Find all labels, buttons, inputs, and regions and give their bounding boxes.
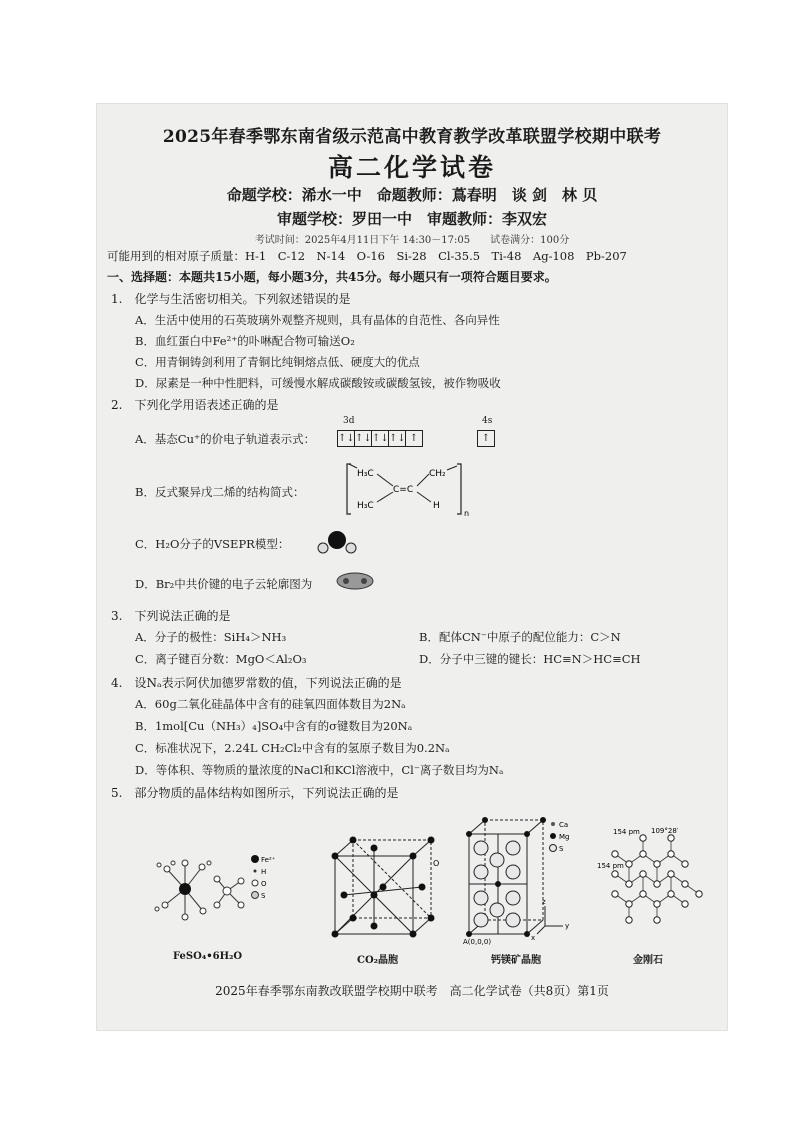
- left-bracket: [347, 464, 351, 514]
- axis-z-label: z: [542, 898, 546, 906]
- legend-fe-label: Fe²⁺: [261, 856, 276, 864]
- question-2-option-a: A．基态Cu⁺的价电子轨道表示式：: [135, 432, 316, 446]
- nucleus-dot: [361, 578, 367, 584]
- question-4-option-a: A．60g二氧化硅晶体中含有的硅氧四面体数目为2Nₐ: [135, 697, 406, 711]
- co2-o-label: O: [433, 859, 440, 868]
- oxygen-atom: [328, 531, 346, 549]
- question-1-option-b: B．血红蛋白中Fe²⁺的卟啉配合物可输送O₂: [135, 334, 355, 348]
- hydrogen-atom: [346, 543, 356, 553]
- fe-ion-atom: [179, 883, 191, 895]
- section-heading: 一、选择题：本题共15小题，每小题3分，共45分。每小题只有一项符合题目要求。: [107, 270, 557, 284]
- question-4-option-d: D．等体积、等物质的量浓度的NaCl和KCl溶液中，Cl⁻离子数目均为Nₐ: [135, 763, 504, 777]
- bond-angle-label: 109°28′: [651, 827, 679, 835]
- br2-electron-cloud-icon: [333, 570, 377, 592]
- bond-length-label-side: 154 pm: [597, 862, 624, 870]
- legend-s-dot: [550, 845, 557, 852]
- bond-line: [447, 466, 457, 470]
- caption-diamond: 金刚石: [633, 955, 663, 966]
- h-label: H: [433, 501, 440, 511]
- question-2-stem: 2. 下列化学用语表述正确的是: [111, 398, 279, 412]
- exam-time-score: 考试时间：2025年4月11日下午 14:30－17:05 试卷满分：100分: [254, 235, 570, 246]
- exam-series-title: 2025年春季鄂东南省级示范高中教育教学改革联盟学校期中联考: [162, 127, 662, 147]
- hydrogen-atom: [318, 543, 328, 553]
- question-2-option-c: C．H₂O分子的VSEPR模型：: [135, 537, 290, 551]
- question-2-option-d: D．Br₂中共价键的电子云轮廓图为: [135, 577, 313, 591]
- question-1-option-c: C．用青铜铸剑利用了青铜比纯铜熔点低、硬度大的优点: [135, 355, 420, 369]
- orbital-box: ↑↓: [355, 430, 372, 447]
- question-1-option-a: A．生活中使用的石英玻璃外观整齐规则，具有晶体的自范性、各向异性: [135, 313, 500, 327]
- orbital-box: ↑↓: [337, 430, 355, 447]
- ca-mg-ore-cell-figure: [461, 814, 591, 946]
- bond-line: [417, 474, 429, 486]
- question-5-stem: 5. 部分物质的晶体结构如图所示，下列说法正确的是: [111, 786, 399, 800]
- feso4-hydrate-figure: [147, 839, 277, 939]
- legend-o-label: O: [261, 880, 267, 888]
- orbital-box: ↑: [406, 430, 423, 447]
- question-4-option-c: C．标准状况下，2.24L CH₂Cl₂中含有的氢原子数目为0.2Nₐ: [135, 741, 450, 755]
- co2-unit-cell-figure: [325, 832, 445, 944]
- h2o-vsepr-model-icon: [313, 526, 363, 556]
- question-3-option-a: A．分子的极性：SiH₄＞NH₃: [135, 630, 287, 644]
- bond-length-label-top: 154 pm: [613, 828, 640, 836]
- legend-fe-dot: [251, 855, 259, 863]
- exam-page: [97, 104, 727, 1030]
- diamond-structure-figure: [595, 824, 713, 934]
- exam-subject-title: 高二化学试卷: [327, 153, 496, 182]
- atomic-masses: 可能用到的相对原子质量：H-1 C-12 N-14 O-16 Si-28 Cl-35.5 Ti-48 Ag-108 Pb-207: [107, 249, 627, 263]
- origin-a-label: A(0,0,0): [463, 938, 492, 946]
- h3c-top-label: H₃C: [357, 469, 374, 479]
- page-footer: 2025年春季鄂东南教改联盟学校期中联考 高二化学试卷（共8页）第1页: [215, 984, 609, 998]
- axis-y-label: y: [565, 922, 570, 930]
- axis-x-label: x: [531, 934, 536, 942]
- question-2-option-b: B．反式聚异戊二烯的结构简式：: [135, 485, 305, 499]
- question-3-option-c: C．离子键百分数：MgO＜Al₂O₃: [135, 652, 307, 666]
- right-bracket: [457, 464, 461, 514]
- question-4-option-b: B．1mol[Cu（NH₃）₄]SO₄中含有的σ键数目为20Nₐ: [135, 719, 413, 733]
- question-3-option-d: D．分子中三键的键长：HC≡N＞HC≡CH: [419, 652, 641, 666]
- caption-feso4: FeSO₄•6H₂O: [173, 951, 243, 962]
- repeat-n-label: n: [464, 509, 470, 518]
- legend-mg-label: Mg: [559, 833, 570, 841]
- legend-mg-dot: [550, 833, 556, 839]
- caption-ca-mg-ore: 钙镁矿晶胞: [491, 955, 541, 966]
- question-1-stem: 1. 化学与生活密切相关。下列叙述错误的是: [111, 292, 351, 306]
- cc-double-bond-label: C=C: [393, 485, 414, 495]
- trans-polyisoprene-structure: [345, 460, 475, 520]
- reviewer-info: 审题学校：罗田一中 审题教师：李双宏: [276, 210, 547, 228]
- legend-ca-dot: [551, 822, 555, 826]
- legend-ca-label: Ca: [559, 821, 569, 829]
- orbital-4s-label: 4s: [482, 416, 493, 426]
- legend-o-dot: [252, 880, 258, 886]
- bond-line: [377, 474, 393, 486]
- legend-h-label: H: [261, 868, 267, 876]
- legend-h-dot: [254, 870, 257, 873]
- caption-co2: CO₂晶胞: [357, 955, 399, 966]
- orbital-3d-label: 3d: [343, 416, 355, 426]
- question-4-stem: 4. 设Nₐ表示阿伏加德罗常数的值，下列说法正确的是: [111, 676, 402, 690]
- legend-s-dot: [252, 892, 259, 899]
- orbital-4s-box: [477, 430, 495, 447]
- question-3-stem: 3. 下列说法正确的是: [111, 609, 231, 623]
- question-1-option-d: D．尿素是一种中性肥料，可缓慢水解成碳酸铵或碳酸氢铵，被作物吸收: [135, 376, 501, 390]
- bond-line: [377, 492, 393, 502]
- orbital-box: ↑↓: [372, 430, 389, 447]
- setter-info: 命题学校：浠水一中 命题教师：蔦春明 谈 剑 林 贝: [226, 186, 598, 204]
- h3c-bottom-label: H₃C: [357, 501, 374, 511]
- question-3-option-b: B．配体CN⁻中原子的配位能力：C＞N: [419, 630, 621, 644]
- orbital-box: ↑↓: [389, 430, 406, 447]
- orbital-box: ↑: [477, 430, 495, 447]
- legend-s-label: S: [261, 892, 266, 900]
- nucleus-dot: [343, 578, 349, 584]
- orbital-3d-boxes: [337, 430, 423, 447]
- legend-s-label: S: [559, 845, 564, 853]
- bond-line: [417, 492, 431, 502]
- bond-line: [349, 464, 357, 468]
- electron-cloud: [337, 573, 373, 589]
- ch2-label: CH₂: [429, 469, 446, 479]
